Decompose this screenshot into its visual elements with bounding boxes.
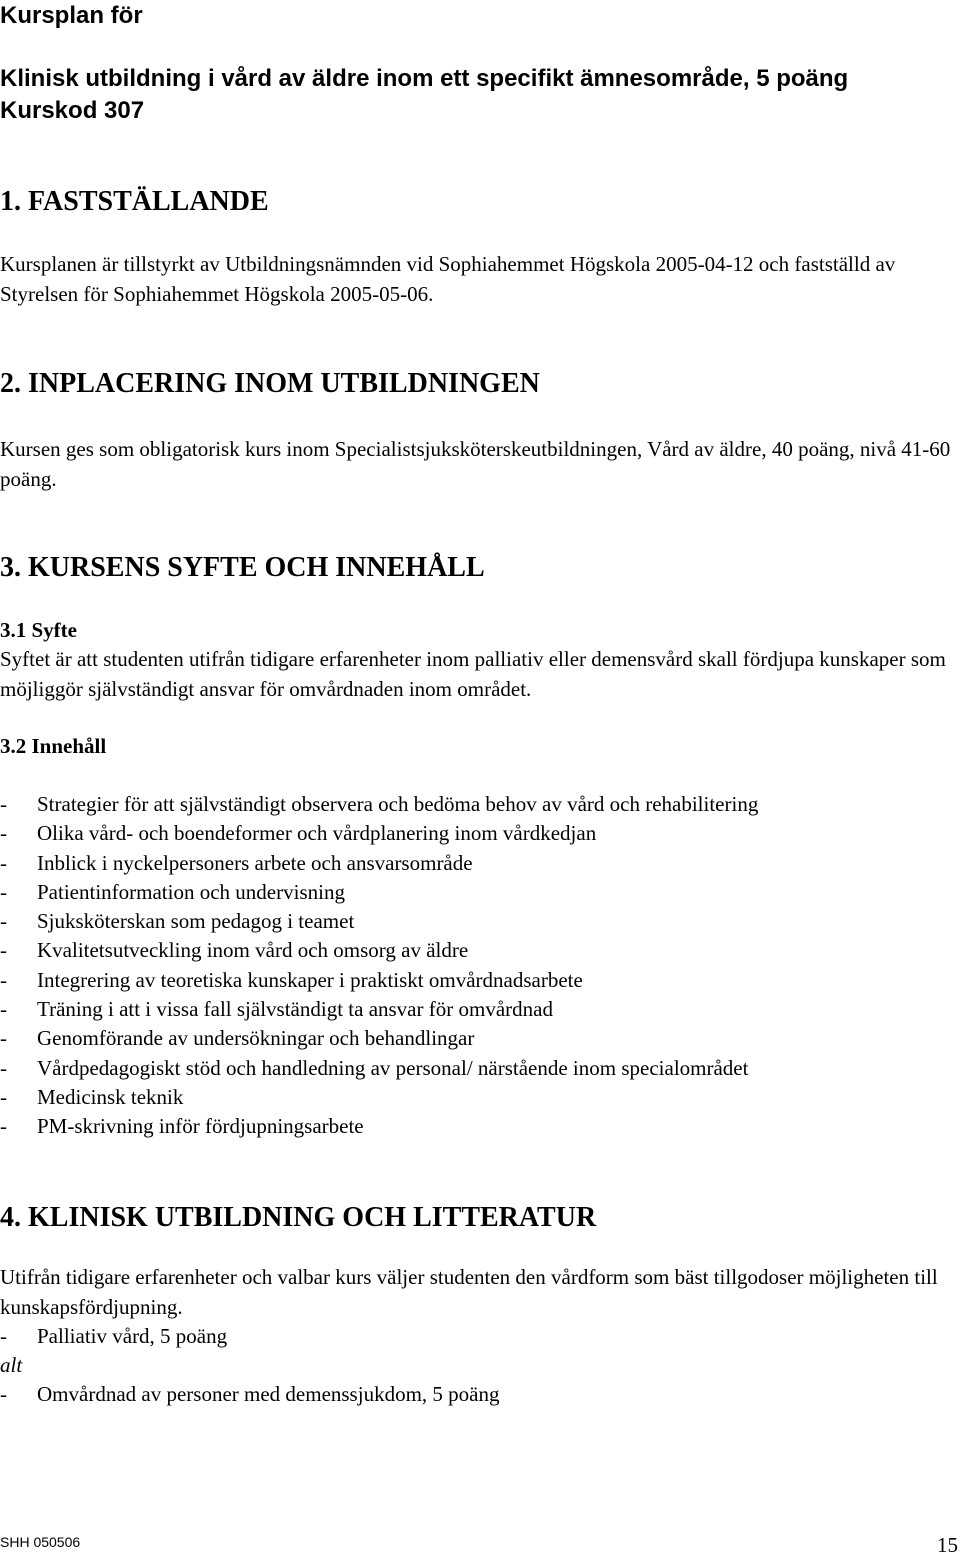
footer-code: SHH 050506 — [0, 1534, 81, 1550]
list-item-text: Vårdpedagogiskt stöd och handledning av personal/ närstående inom specialområdet — [37, 1055, 749, 1080]
list-dash: - — [0, 850, 7, 875]
page-number: 15 — [937, 1533, 958, 1557]
list-item-text: Medicinsk teknik — [37, 1084, 184, 1109]
section-3-heading: 3. KURSENS SYFTE OCH INNEHÅLL — [0, 552, 485, 583]
list-item-text: Integrering av teoretiska kunskaper i praktiskt omvårdnadsarbete — [37, 967, 583, 992]
list-dash: - — [0, 821, 7, 846]
list-item — [0, 1054, 758, 1083]
alt-label: alt — [0, 1353, 23, 1377]
list-item — [0, 878, 758, 907]
section-4-text: Utifrån tidigare erfarenheter och valbar kurs väljer studenten den vårdform som bäst tillgodoser möjligheten till kunskapsfördjupning. — [0, 1265, 938, 1319]
list-dash: - — [0, 909, 7, 934]
section-3-1-text: Syftet är att studenten utifrån tidigare erfarenheter inom palliativ eller demensvård skall fördjupa kunskaper som möjliggör självständigt ansvar för omvårdnaden inom området. — [0, 647, 946, 701]
list-item-text: Olika vård- och boendeformer och vårdplanering inom vårdkedjan — [37, 821, 597, 846]
course-code: Kurskod 307 — [0, 97, 145, 124]
title-line-1: Kursplan för — [0, 2, 143, 29]
list-dash: - — [0, 1084, 7, 1109]
list-item-text: Inblick i nyckelpersoners arbete och ansvarsområde — [37, 850, 473, 875]
list-dash: - — [0, 1055, 7, 1080]
list-item — [0, 1024, 758, 1053]
list-item — [0, 966, 758, 995]
list-dash: - — [0, 967, 7, 992]
section-1-text: Kursplanen är tillstyrkt av Utbildningsnämnden vid Sophiahemmet Högskola 2005-04-12 och fastställd av Styrelsen för Sophiahemmet Högskola 2005-05-06. — [0, 252, 896, 306]
section-3-2-heading: 3.2 Innehåll — [0, 734, 107, 758]
list-item — [0, 790, 758, 819]
list-item — [0, 907, 758, 936]
course-title: Klinisk utbildning i vård av äldre inom ett specifikt ämnesområde, 5 poäng — [0, 65, 849, 92]
option-dash: - — [0, 1324, 7, 1348]
list-dash: - — [0, 792, 7, 816]
list-item-text: Kvalitetsutveckling inom vård och omsorg av äldre — [37, 938, 469, 963]
list-dash: - — [0, 879, 7, 904]
section-3-1-heading: 3.1 Syfte — [0, 618, 77, 642]
content-list — [0, 790, 758, 1142]
section-2-heading: 2. INPLACERING INOM UTBILDNINGEN — [0, 368, 540, 399]
list-item-text: Träning i att i vissa fall självständigt ta ansvar för omvårdnad — [37, 997, 553, 1022]
list-item — [0, 1083, 758, 1112]
option-dash: - — [0, 1382, 7, 1406]
list-item — [0, 849, 758, 878]
list-dash: - — [0, 1114, 7, 1139]
section-4-heading: 4. KLINISK UTBILDNING OCH LITTERATUR — [0, 1202, 597, 1233]
option-dementia — [0, 1380, 499, 1409]
list-dash: - — [0, 1026, 7, 1051]
list-item — [0, 995, 758, 1024]
list-dash: - — [0, 938, 7, 963]
list-item — [0, 819, 758, 848]
list-item-text: Genomförande av undersökningar och behandlingar — [37, 1026, 475, 1051]
list-dash: - — [0, 997, 7, 1022]
section-1-heading: 1. FASTSTÄLLANDE — [0, 186, 269, 217]
option-text: Palliativ vård, 5 poäng — [37, 1324, 228, 1348]
option-palliative — [0, 1322, 227, 1351]
list-item — [0, 936, 758, 965]
list-item-text: Strategier för att självständigt observera och bedöma behov av vård och rehabilitering — [37, 792, 759, 816]
list-item-text: Patientinformation och undervisning — [37, 879, 345, 904]
list-item-text: PM-skrivning inför fördjupningsarbete — [37, 1114, 364, 1139]
list-item-text: Sjuksköterskan som pedagog i teamet — [37, 909, 355, 934]
option-text: Omvårdnad av personer med demenssjukdom, 5 poäng — [37, 1382, 500, 1406]
list-item — [0, 1112, 758, 1141]
section-2-text: Kursen ges som obligatorisk kurs inom Specialistsjuksköterskeutbildningen, Vård av äldre, 40 poäng, nivå 41-60 poäng. — [0, 437, 951, 491]
